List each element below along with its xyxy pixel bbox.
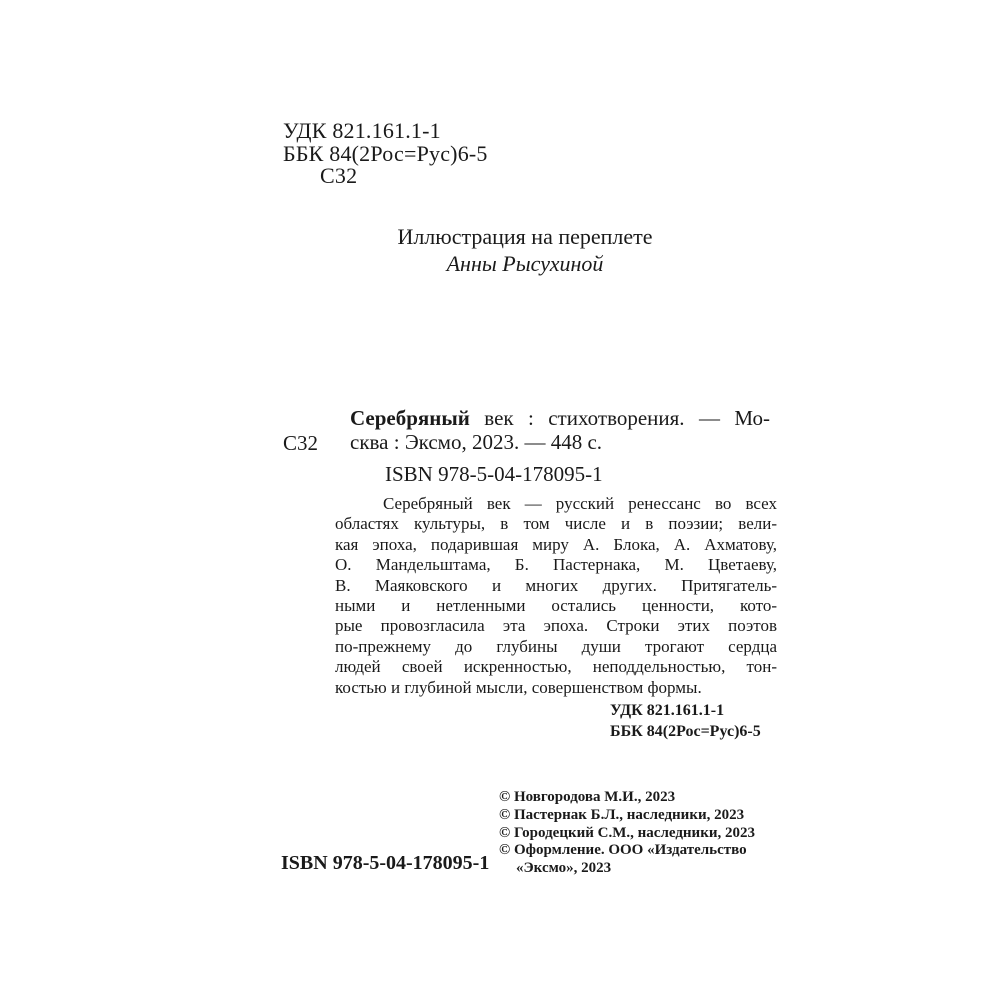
catalog-entry-line2: сква : Эксмо, 2023. — 448 с.: [350, 429, 603, 454]
annotation-line: по-прежнему до глубины души трогают сердца: [335, 636, 777, 656]
annotation-line: людей своей искренностью, неподдельностью, тон-: [335, 657, 777, 677]
copyright-line: © Новгородова М.И., 2023: [499, 789, 676, 805]
udk-code-top: УДК 821.161.1-1: [283, 118, 441, 143]
annotation-line: костью и глубиной мысли, совершенством формы.: [335, 677, 702, 697]
copyright-block: [499, 789, 755, 878]
bbk-code-bottom: ББК 84(2Рос=Рус)6-5: [610, 723, 761, 741]
isbn-entry: ISBN 978-5-04-178095-1: [385, 462, 603, 486]
catalog-entry: [350, 407, 770, 454]
bottom-classification-block: [610, 700, 761, 743]
copyright-line: © Оформление. ООО «Издательство: [499, 842, 747, 859]
annotation-paragraph: [335, 494, 777, 698]
catalog-entry-code: С32: [283, 431, 319, 455]
isbn-bottom: ISBN 978-5-04-178095-1: [281, 852, 490, 874]
catalog-entry-line1: [350, 407, 770, 431]
annotation-line: рые провозгласила эта эпоха. Строки этих поэтов: [335, 616, 777, 636]
annotation-line: ными и нетленными остались ценности, кото-: [335, 596, 777, 616]
top-classification-block: [283, 120, 488, 188]
illustration-credit: [225, 223, 825, 277]
copyright-line: © Пастернак Б.Л., наследники, 2023: [499, 806, 745, 823]
copyright-line: «Эксмо», 2023: [516, 860, 612, 877]
annotation-line: О. Мандельштама, Б. Пастернака, М. Цветаеву,: [335, 555, 777, 575]
annotation-line: областях культуры, в том числе и в поэзии; вели-: [335, 514, 777, 534]
annotation-line: кая эпоха, подарившая миру А. Блока, А. Ахматову,: [335, 534, 777, 554]
illustration-credit-line: Иллюстрация на переплете: [397, 224, 653, 249]
illustrator-name: Анны Рысухиной: [446, 251, 604, 276]
book-title: Серебряный: [350, 406, 470, 430]
catalog-entry-line1-rest: век : стихотворения. — Мо-: [469, 406, 770, 430]
bbk-code-top: ББК 84(2Рос=Рус)6-5: [283, 140, 488, 166]
udk-code-bottom: УДК 821.161.1-1: [610, 702, 725, 719]
author-sign-code-top: С32: [320, 163, 358, 188]
copyright-line: © Городецкий С.М., наследники, 2023: [499, 824, 755, 841]
annotation-line: Серебряный век — русский ренессанс во всех: [383, 494, 777, 513]
annotation-line: В. Маяковского и многих других. Притягатель-: [335, 575, 777, 595]
